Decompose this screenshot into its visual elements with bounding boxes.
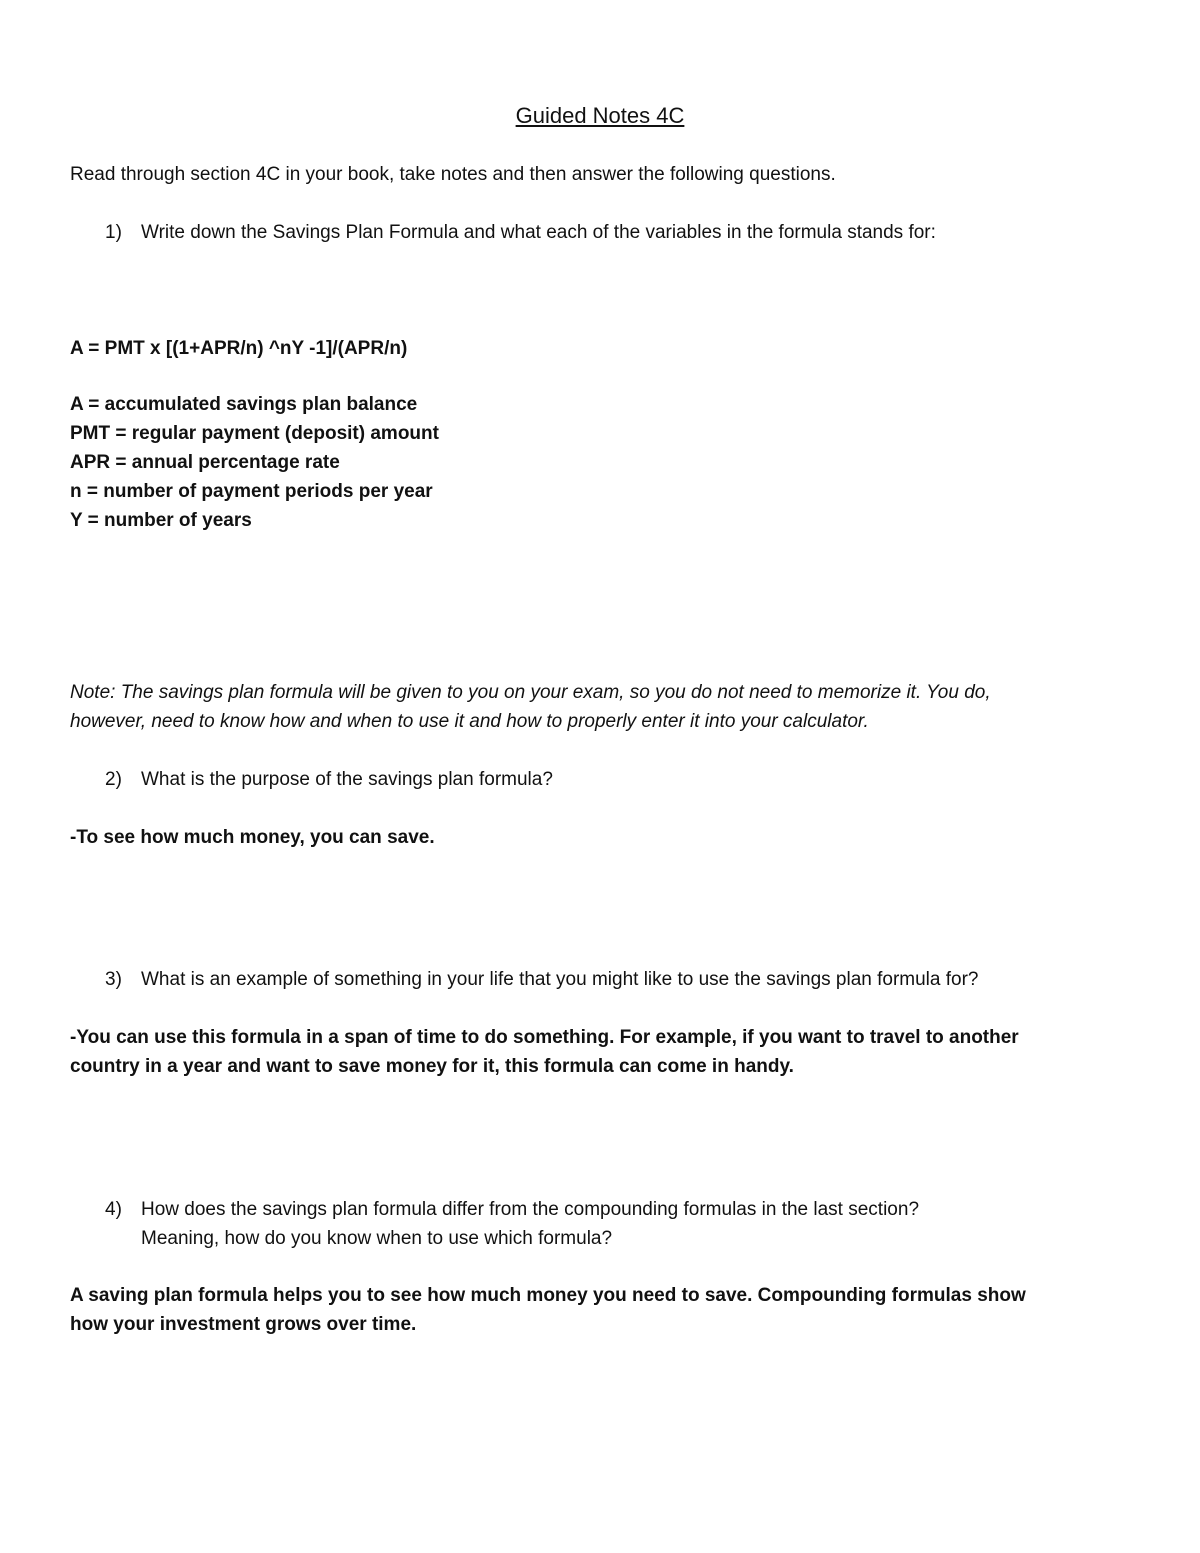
note-line-2: however, need to know how and when to use it and how to properly enter it into your calculator. [70,711,869,732]
question-4-text [141,1195,919,1253]
answer-line: country in a year and want to save money for it, this formula can come in handy. [70,1056,794,1077]
question-3-text: What is an example of something in your life that you might like to use the savings plan formula for? [141,969,979,990]
question-line: How does the savings plan formula differ from the compounding formulas in the last section? [141,1199,920,1220]
answer-line: how your investment grows over time. [70,1314,417,1335]
variable-definitions [70,390,439,535]
exam-note [70,678,991,736]
savings-plan-formula: A = PMT x [(1+APR/n) ^nY -1]/(APR/n) [70,338,408,359]
question-1-text: Write down the Savings Plan Formula and what each of the variables in the formula stands for: [141,222,936,243]
variable-definition: Y = number of years [70,510,252,531]
variable-definition: n = number of payment periods per year [70,481,433,502]
question-2-number: 2) [105,769,122,790]
note-line-1: Note: The savings plan formula will be given to you on your exam, so you do not need to memorize it. You do, [70,682,991,703]
question-4-number: 4) [105,1199,122,1220]
question-1-number: 1) [105,222,122,243]
page-title: Guided Notes 4C [515,103,685,128]
question-3-answer [70,1023,1019,1081]
variable-definition: A = accumulated savings plan balance [70,394,418,415]
question-line: Meaning, how do you know when to use which formula? [141,1228,613,1249]
question-2-answer: -To see how much money, you can save. [70,827,435,848]
question-2-text: What is the purpose of the savings plan formula? [141,769,553,790]
variable-definition: APR = annual percentage rate [70,452,340,473]
intro-text: Read through section 4C in your book, take notes and then answer the following questions. [70,164,836,185]
question-3-number: 3) [105,969,122,990]
answer-line: -You can use this formula in a span of time to do something. For example, if you want to travel to another [70,1027,1019,1048]
variable-definition: PMT = regular payment (deposit) amount [70,423,439,444]
answer-line: A saving plan formula helps you to see how much money you need to save. Compounding formulas show [70,1285,1026,1306]
question-4-answer [70,1281,1026,1339]
